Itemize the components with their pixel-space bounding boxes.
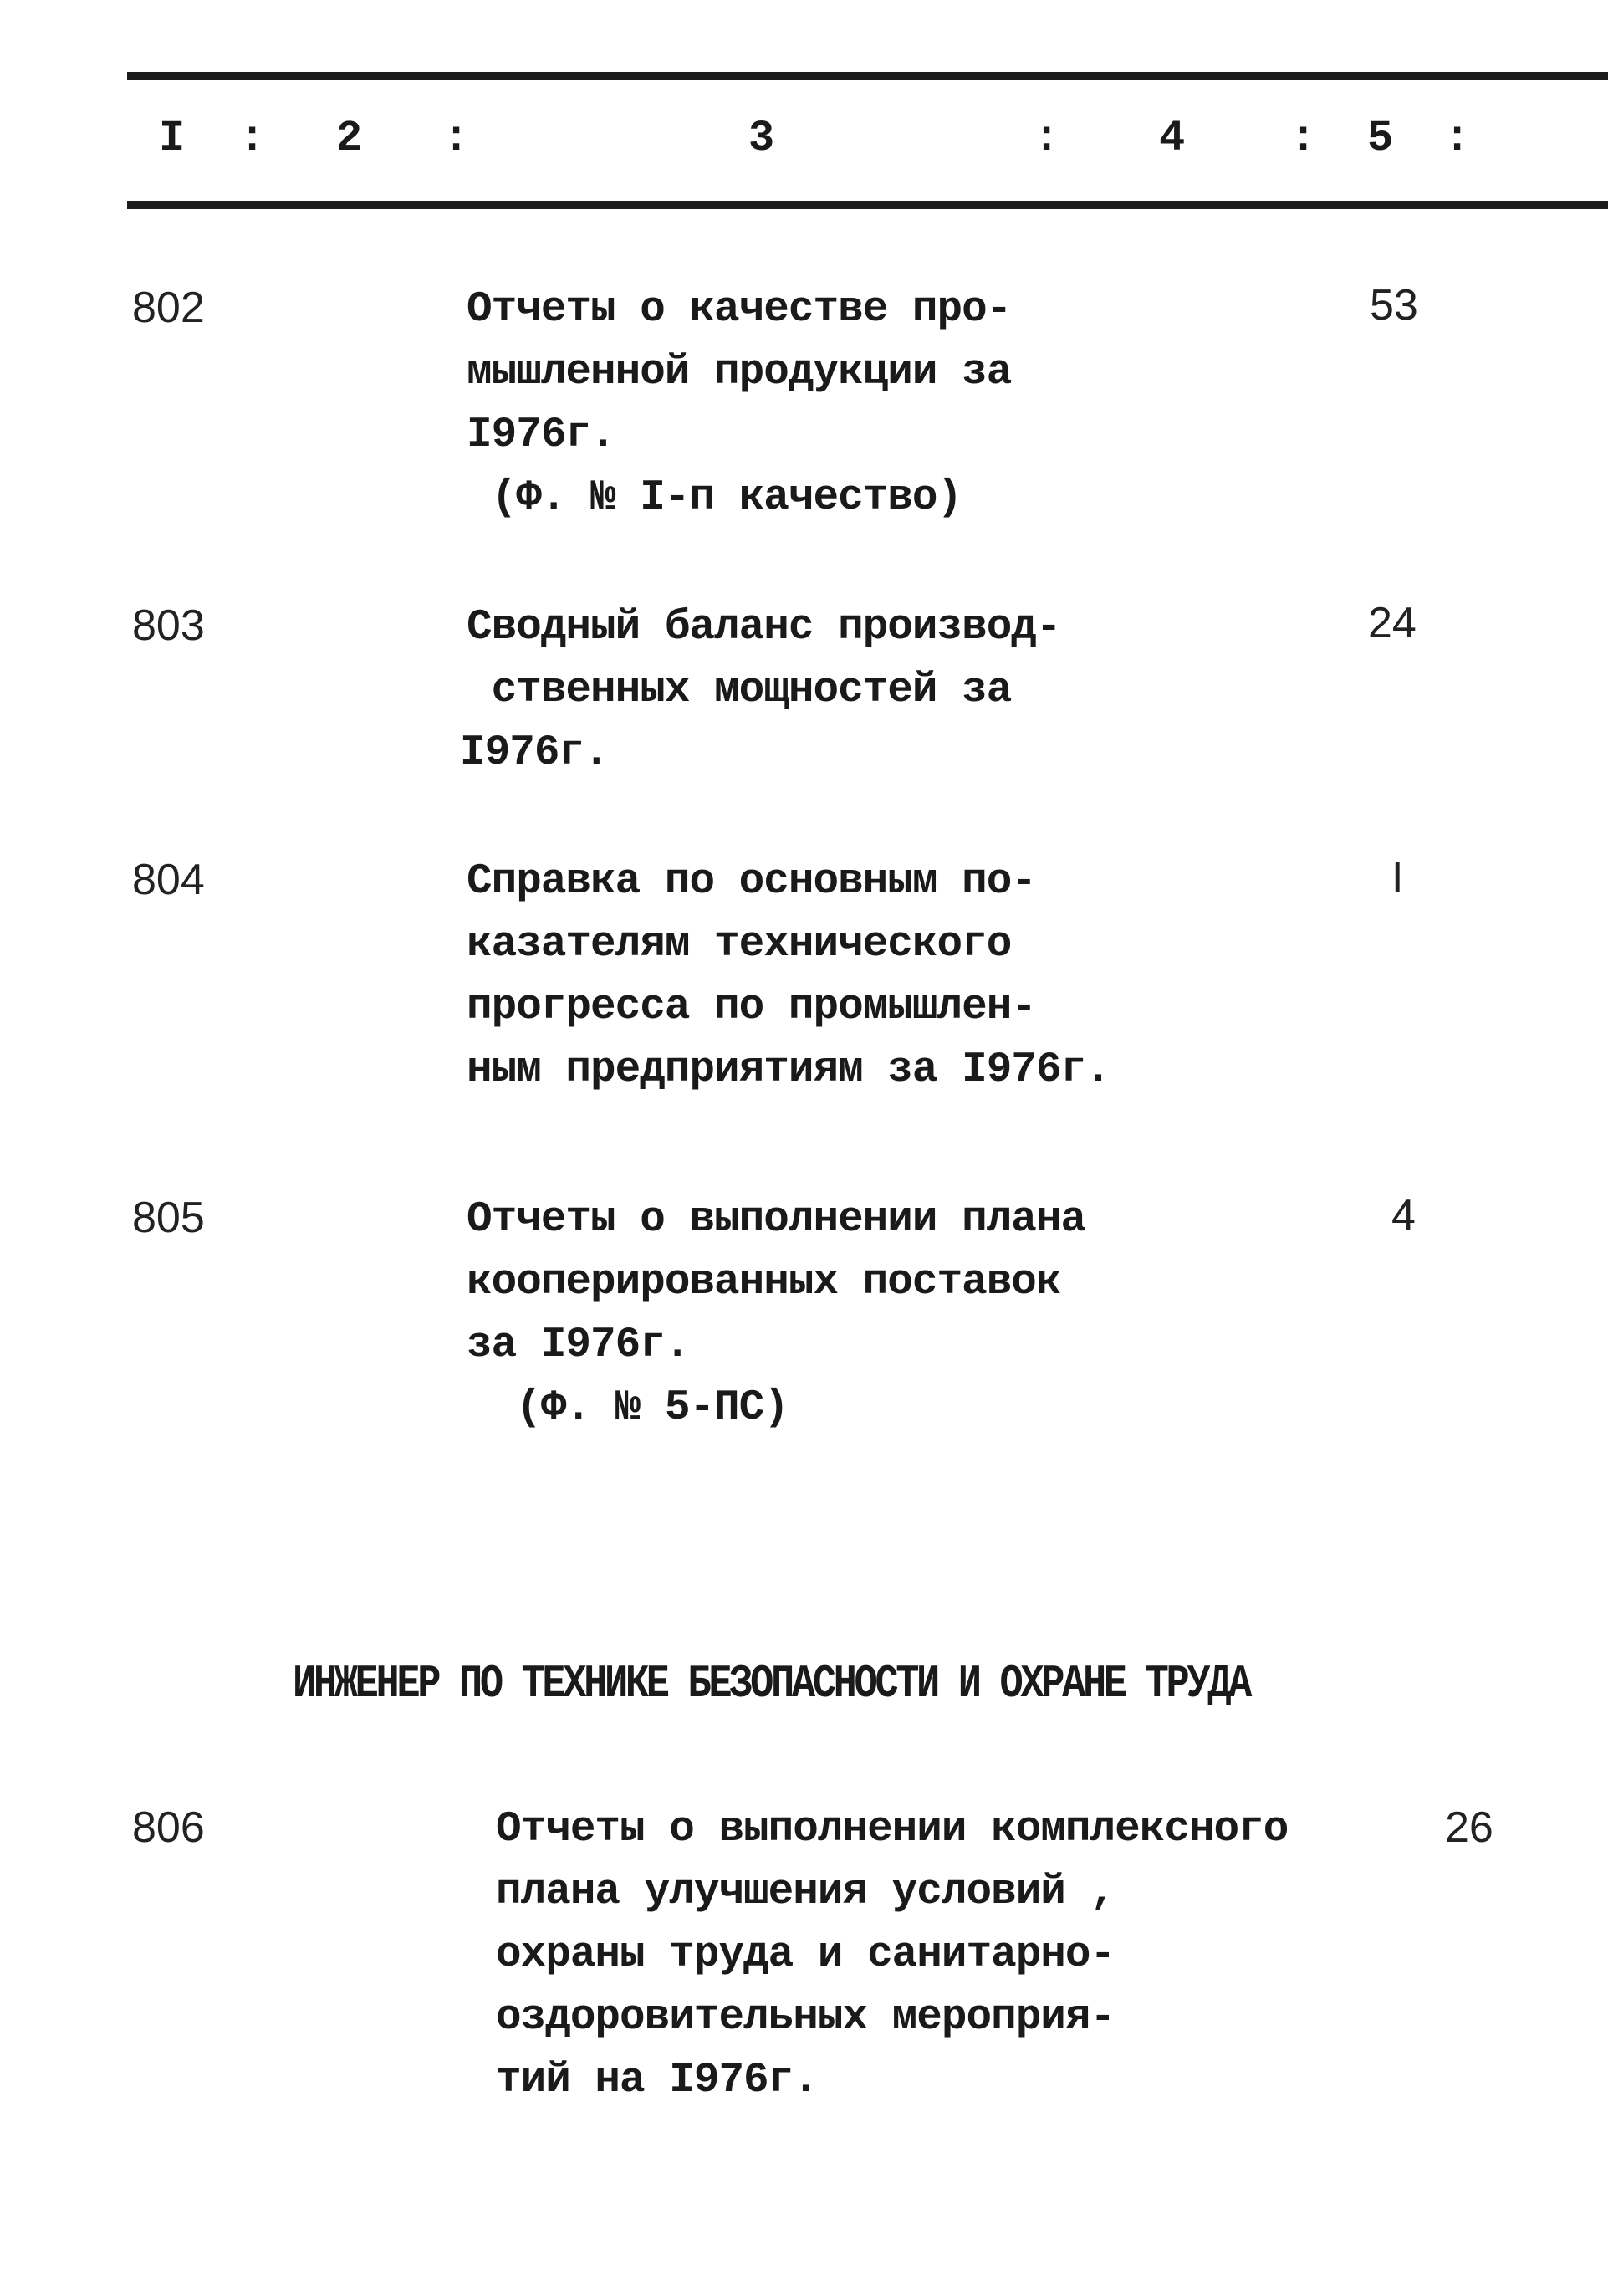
item-title-line: I976г. <box>467 412 615 459</box>
item-count: 24 <box>1368 599 1417 647</box>
col-separator: : <box>1444 114 1471 163</box>
col-separator: : <box>443 114 470 163</box>
item-number: 805 <box>132 1194 205 1242</box>
item-title-line: тий на I976г. <box>496 2057 818 2104</box>
item-number: 806 <box>132 1803 205 1852</box>
col-header-1: I <box>159 114 186 163</box>
item-title-line: Справка по основным по- <box>467 858 1036 906</box>
item-title-line: Отчеты о выполнении плана <box>467 1196 1086 1244</box>
item-number: 804 <box>132 856 205 904</box>
item-title-line: охраны труда и санитарно- <box>496 1931 1115 1979</box>
item-title-line: I976г. <box>460 729 609 777</box>
item-count: I <box>1391 853 1404 902</box>
item-title-line: мышленной продукции за <box>467 349 1012 396</box>
item-title-line: ственных мощностей за <box>467 667 1012 714</box>
item-title-line: Сводный баланс производ- <box>467 604 1061 652</box>
item-title-line: Отчеты о качестве про- <box>467 286 1012 334</box>
col-separator: : <box>239 114 266 163</box>
item-title-line: (Ф. № I-п качество) <box>467 474 962 522</box>
item-title-line: (Ф. № 5-ПС) <box>467 1384 789 1432</box>
col-separator: : <box>1290 114 1317 163</box>
col-separator: : <box>1034 114 1060 163</box>
col-header-5: 5 <box>1367 114 1394 163</box>
col-header-4: 4 <box>1159 114 1186 163</box>
item-title-line: Отчеты о выполнении комплексного <box>496 1806 1289 1854</box>
item-title-line: за I976г. <box>467 1322 690 1369</box>
item-number: 802 <box>132 284 205 332</box>
item-title-line: казателям технического <box>467 921 1012 969</box>
item-title-line: кооперированных поставок <box>467 1259 1061 1307</box>
item-title-line: оздоровительных мероприя- <box>496 1994 1115 2042</box>
item-title-line: плана улучшения условий , <box>496 1869 1115 1916</box>
col-header-2: 2 <box>336 114 363 163</box>
col-header-3: 3 <box>748 114 775 163</box>
item-count: 4 <box>1391 1191 1416 1240</box>
item-title-line: ным предприятиям за I976г. <box>467 1046 1110 1094</box>
table-header-rule <box>127 201 1608 209</box>
item-count: 26 <box>1445 1803 1493 1852</box>
item-number: 803 <box>132 601 205 650</box>
item-count: 53 <box>1370 281 1418 330</box>
item-title-line: прогресса по промышлен- <box>467 984 1036 1031</box>
table-top-rule <box>127 72 1608 80</box>
section-heading: ИНЖЕНЕР ПО ТЕХНИКЕ БЕЗОПАСНОСТИ И ОХРАНЕ ТРУДА <box>293 1657 1249 1710</box>
